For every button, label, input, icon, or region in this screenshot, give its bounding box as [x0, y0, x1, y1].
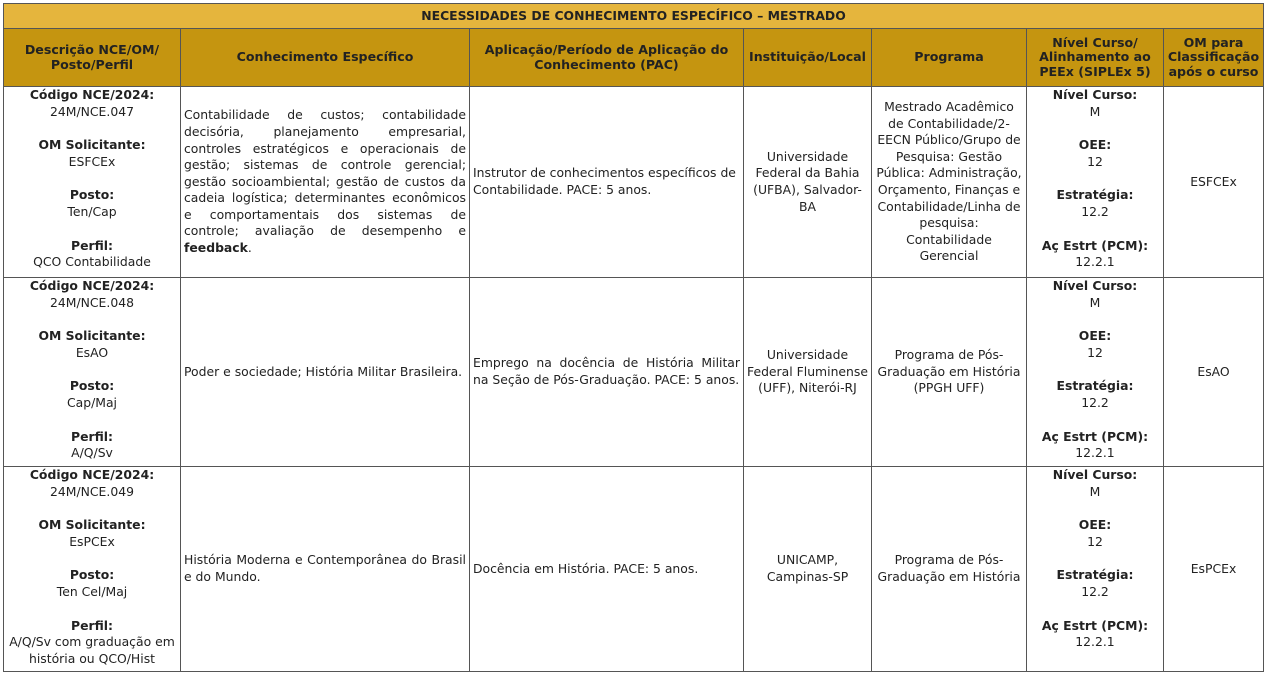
nivel-curso-value: M — [1089, 483, 1101, 499]
conhecimento-bold-text: feedback — [184, 240, 248, 256]
instituicao-cell: Universidade Federal Fluminense (UFF), Niterói-RJ — [744, 278, 872, 467]
header-nivel: Nível Curso/ Alinhamento ao PEEx (SIPLEx 5) — [1027, 29, 1164, 87]
nivel-curso-value: M — [1089, 294, 1101, 310]
perfil-value: A/Q/Sv — [71, 445, 113, 461]
perfil-value: A/Q/Sv com graduação em história ou QCO/Hist — [9, 634, 175, 666]
header-conhecimento: Conhecimento Específico — [181, 29, 470, 87]
aplicacao-cell: Instrutor de conhecimentos específicos de Contabilidade. PACE: 5 anos. — [470, 87, 744, 278]
conhecimento-text: História Moderna e Contemporânea do Brasil e do Mundo. — [184, 552, 466, 584]
table-title: NECESSIDADES DE CONHECIMENTO ESPECÍFICO – MESTRADO — [4, 4, 1264, 29]
oee-label: OEE: — [1078, 328, 1112, 344]
perfil-label: Perfil: — [71, 617, 113, 633]
nivel-cell — [1027, 278, 1164, 467]
conhecimento-cell — [181, 87, 470, 278]
conhecimento-cell — [181, 467, 470, 672]
programa-cell: Programa de Pós-Graduação em História (PPGH UFF) — [872, 278, 1027, 467]
om-solicitante-label: OM Solicitante: — [38, 137, 146, 153]
estrategia-label: Estratégia: — [1056, 187, 1134, 203]
oee-value: 12 — [1087, 153, 1103, 169]
om-solicitante-value: EsAO — [75, 344, 109, 360]
codigo-label: Código NCE/2024: — [29, 278, 155, 293]
estrategia-value: 12.2 — [1081, 203, 1109, 219]
oee-value: 12 — [1087, 344, 1103, 360]
estrategia-label: Estratégia: — [1056, 378, 1134, 394]
nivel-curso-label: Nível Curso: — [1052, 467, 1138, 482]
nivel-cell — [1027, 467, 1164, 672]
oee-label: OEE: — [1078, 137, 1112, 153]
posto-value: Cap/Maj — [66, 394, 117, 410]
estrategia-value: 12.2 — [1081, 583, 1109, 599]
codigo-value: 24M/NCE.047 — [50, 103, 134, 119]
posto-value: Ten Cel/Maj — [56, 583, 128, 599]
nce-table — [3, 3, 1264, 672]
header-om-classificacao: OM para Classificação após o curso — [1164, 29, 1264, 87]
perfil-value: QCO Contabilidade — [33, 254, 151, 270]
ac-estrt-label: Aç Estrt (PCM): — [1041, 617, 1149, 633]
om-solicitante-label: OM Solicitante: — [38, 328, 146, 344]
descricao-cell — [4, 87, 181, 278]
nivel-curso-label: Nível Curso: — [1052, 278, 1138, 293]
nivel-cell — [1027, 87, 1164, 278]
nivel-curso-value: M — [1089, 103, 1101, 119]
table-row — [4, 278, 1264, 467]
om-classificacao-cell: EsPCEx — [1164, 467, 1264, 672]
conhecimento-text: Contabilidade de custos; contabilidade decisória, planejamento empresarial, controles estratégicos e operacionais de gestão; sistemas de controle gerencial; gestão socioambiental; gestão de custos da cadeia logística; determinantes econômicos e comportamentais dos sistemas de controle; avaliação de desempenho e — [184, 107, 466, 239]
ac-estrt-label: Aç Estrt (PCM): — [1041, 237, 1149, 253]
posto-label: Posto: — [69, 567, 115, 583]
ac-estrt-value: 12.2.1 — [1075, 445, 1115, 461]
conhecimento-end: . — [247, 240, 252, 256]
ac-estrt-label: Aç Estrt (PCM): — [1041, 428, 1149, 444]
table-row — [4, 467, 1264, 672]
om-solicitante-value: EsPCEx — [69, 533, 115, 549]
aplicacao-cell: Docência em História. PACE: 5 anos. — [470, 467, 744, 672]
om-classificacao-cell: EsAO — [1164, 278, 1264, 467]
codigo-label: Código NCE/2024: — [29, 87, 155, 102]
perfil-label: Perfil: — [71, 237, 113, 253]
oee-value: 12 — [1087, 533, 1103, 549]
header-aplicacao: Aplicação/Período de Aplicação do Conhecimento (PAC) — [470, 29, 744, 87]
descricao-cell — [4, 278, 181, 467]
conhecimento-cell — [181, 278, 470, 467]
header-programa: Programa — [872, 29, 1027, 87]
om-classificacao-cell: ESFCEx — [1164, 87, 1264, 278]
ac-estrt-value: 12.2.1 — [1075, 634, 1115, 650]
table-row — [4, 87, 1264, 278]
posto-label: Posto: — [69, 378, 115, 394]
programa-cell: Mestrado Acadêmico de Contabilidade/2-EECN Público/Grupo de Pesquisa: Gestão Pública: Administração, Orçamento, Finanças e Contabilidade/Linha de pesquisa: Contabilidade Gerencial — [872, 87, 1027, 278]
nivel-curso-label: Nível Curso: — [1052, 87, 1138, 102]
header-descricao: Descrição NCE/OM/ Posto/Perfil — [4, 29, 181, 87]
posto-value: Ten/Cap — [67, 203, 117, 219]
instituicao-cell: Universidade Federal da Bahia (UFBA), Salvador-BA — [744, 87, 872, 278]
om-solicitante-label: OM Solicitante: — [38, 517, 146, 533]
descricao-cell — [4, 467, 181, 672]
aplicacao-cell: Emprego na docência de História Militar na Seção de Pós-Graduação. PACE: 5 anos. — [470, 278, 744, 467]
estrategia-label: Estratégia: — [1056, 567, 1134, 583]
programa-cell: Programa de Pós-Graduação em História — [872, 467, 1027, 672]
posto-label: Posto: — [69, 187, 115, 203]
codigo-label: Código NCE/2024: — [29, 467, 155, 482]
ac-estrt-value: 12.2.1 — [1075, 254, 1115, 270]
instituicao-cell: UNICAMP, Campinas-SP — [744, 467, 872, 672]
header-instituicao: Instituição/Local — [744, 29, 872, 87]
om-solicitante-value: ESFCEx — [68, 153, 116, 169]
oee-label: OEE: — [1078, 517, 1112, 533]
codigo-value: 24M/NCE.049 — [50, 483, 134, 499]
conhecimento-text: Poder e sociedade; História Militar Brasileira. — [184, 363, 463, 379]
codigo-value: 24M/NCE.048 — [50, 294, 134, 310]
perfil-label: Perfil: — [71, 428, 113, 444]
estrategia-value: 12.2 — [1081, 394, 1109, 410]
